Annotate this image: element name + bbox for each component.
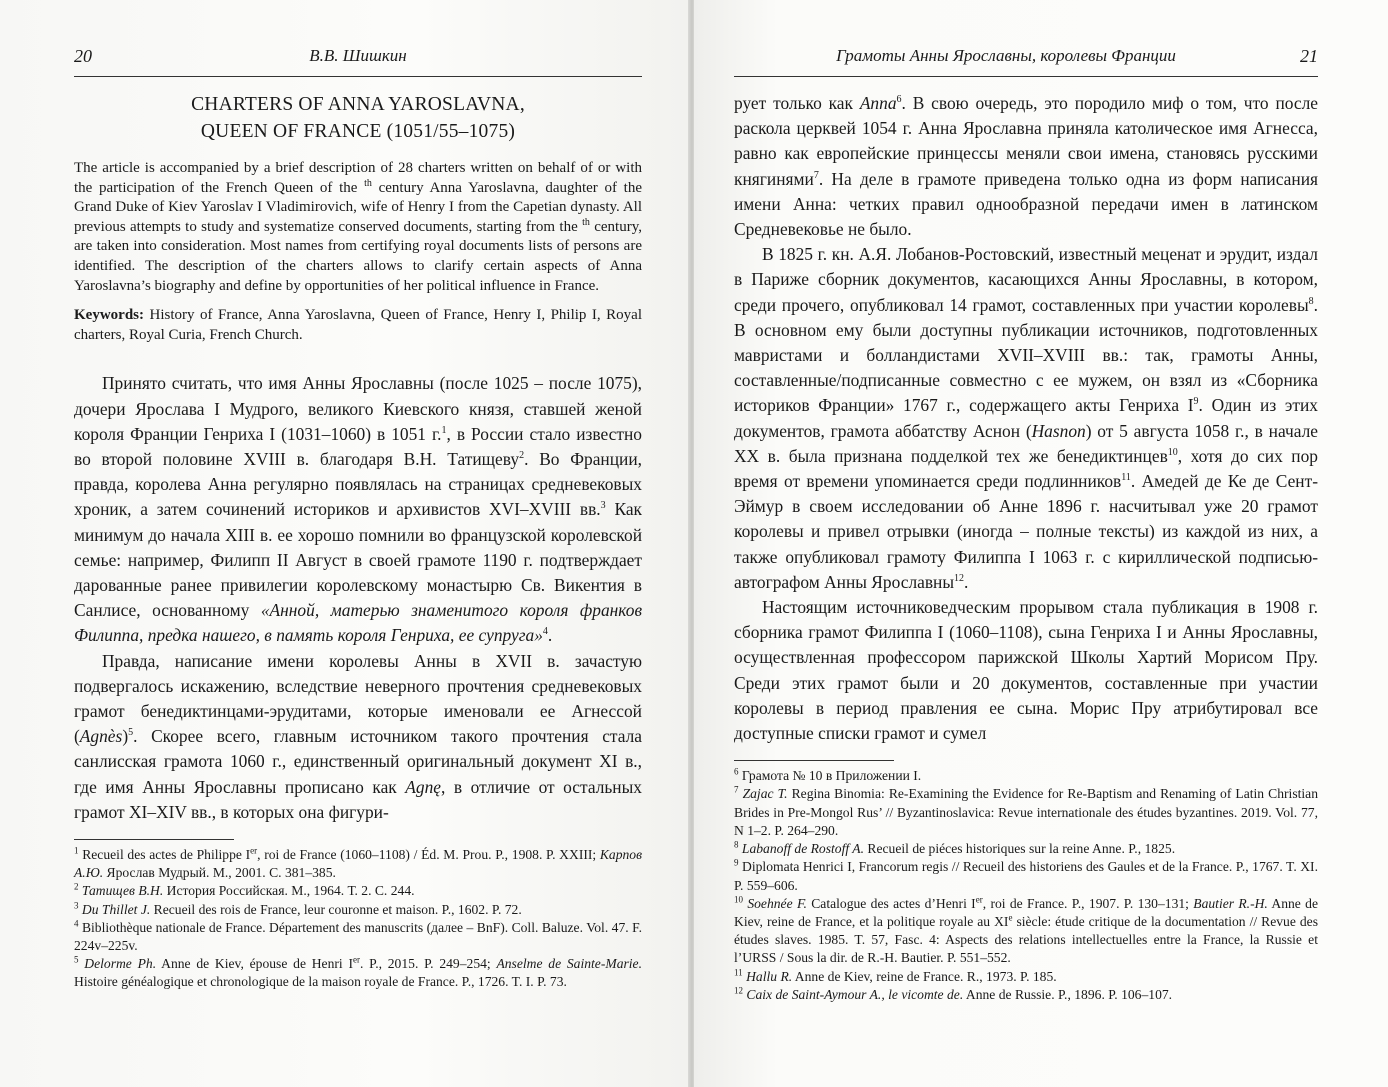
footnote-3: $^3$ Du Thillet J. Recueil des rois de France, leur couronne et maison. P., 1602. P. 72. <box>74 900 522 917</box>
footnote-1: $^1$ Recueil des actes de Philippe Ier, roi de France (1060–1108) / Éd. M. Prou. P., 1908. P. XXIII; Карпов А.Ю. Ярослав Мудрый. М., 2001. С. 381–385. <box>74 845 642 881</box>
abstract-sup-17: th <box>582 216 590 228</box>
keywords-text: History of France, Anna Yaroslavna, Queen of France, Henry I, Philip I, Royal charters, Royal Curia, French Church. <box>74 307 642 343</box>
left-body-text <box>74 371 642 825</box>
footnote-9: $^9$ Diplomata Henrici I, Francorum regis // Recueil des historiens des Gaules et de la France. P., 1767. T. XI. P. 559–606. <box>734 857 1318 893</box>
left-page-number: 20 <box>74 46 92 66</box>
footnote-11: $^{11}$ Hallu R. Anne de Kiev, reine de France. R., 1973. P. 185. <box>734 966 1057 984</box>
footnote-12: $^{12}$ Caix de Saint-Aymour A., le vicomte de. Anne de Russie. P., 1896. P. 106–107. <box>734 985 1173 1002</box>
footnote-6: $^6$ Грамота № 10 в Приложении I. <box>734 766 922 784</box>
article-title-line-1: CHARTERS OF ANNA YAROSLAVNA, <box>191 94 525 115</box>
footnote-8: $^8$ Labanoff de Rostoff A. Recueil de piéces historiques sur la reine Anne. P., 1825. <box>734 839 1176 857</box>
right-footnote-rule <box>734 760 894 761</box>
left-footnote-rule <box>74 839 234 840</box>
abstract-sup-11: th <box>364 177 372 189</box>
footnote-2: $^2$ Татищев В.Н. История Российская. М., 1964. Т. 2. С. 244. <box>74 881 415 899</box>
right-running-head-title: Грамоты Анны Ярославны, королевы Франции <box>836 46 1176 65</box>
keywords-label: Keywords: <box>74 307 144 324</box>
left-paragraph-2: Правда, написание имени королевы Анны в XVII в. зачастую подвергалось искажению, вследствие неверного прочтения средневековых грамот бенедиктинцами-эрудитами, которые именовали ее Агнессой (Agnès)$^5$. Скорее всего, главным источником такого прочтения стала санлисская грамота 1060 г., единственный оригинальный документ XI в., где имя Анны Ярославны прописано как Agnę, в отличие от остальных грамот XI–XIV вв., в которых она фигури- <box>74 650 642 822</box>
article-title-line-2: QUEEN OF FRANCE (1051/55–1075) <box>200 121 516 142</box>
footnote-7: $^7$ Zajac T. Regina Binomia: Re-Examining the Evidence for Re-Baptism and Renaming of Latin Christian Brides in Pre-Mongol Rus’ // Byzantinoslavica: Revue internationale des études byzantines. 2019. Vol. 77, N 1–2. P. 264–290. <box>734 784 1318 838</box>
right-running-head <box>734 46 1318 77</box>
right-body-text <box>734 91 1318 746</box>
left-page <box>0 0 690 1087</box>
keywords <box>74 306 642 345</box>
right-page <box>694 0 1388 1087</box>
right-paragraph-2: Настоящим источниковедческим прорывом стала публикация в 1908 г. сборника грамот Филиппа I (1060–1108), сына Генриха I и Анны Ярославны, осуществленная профессором парижской Школы Хартий Морисом Пру. Среди этих грамот были и 20 документов, составленные при участии королевы в период правления ее сына. Морис Пру атрибутировал все доступные списки грамот и сумел <box>734 597 1318 744</box>
left-footnotes <box>74 846 642 992</box>
footnote-4: $^4$ Bibliothèque nationale de France. Département des manuscrits (далее – BnF). Coll. Baluze. Vol. 47. F. 224v–225v. <box>74 918 642 954</box>
abstract: The article is accompanied by a brief description of 28 charters written on behalf of or with the participation of the French Queen of the $^{th}$ century Anna Yaroslavna, daughter of the Grand Duke of Kiev Yaroslav I Vladimirovich, wife of Henry I from the Capetian dynasty. All previous attempts to study and systematize conserved documents, starting from the $^{th}$ century, are taken into consideration. Most names from certifying royal documents lists of persons are identified. The description of the charters allows to clarify certain aspects of Anna Yaroslavna’s biography and define by opportunities of her political influence in France. <box>74 160 643 294</box>
footnote-5: $^5$ Delorme Ph. Anne de Kiev, épouse de Henri Ier. P., 2015. P. 249–254; Anselme de Sainte-Marie. Histoire généalogique et chronologique de la maison royale de France. P., 1726. T. I. P. 73. <box>74 954 642 990</box>
left-running-head <box>74 46 642 77</box>
right-page-number: 21 <box>1300 46 1318 66</box>
article-title <box>74 91 642 145</box>
right-paragraph-1: В 1825 г. кн. А.Я. Лобанов-Ростовский, известный меценат и эрудит, издал в Париже сборник документов, касающихся Анны Ярославны, в котором, среди прочего, опубликовал 14 грамот, составленных при участии королевы$^8$. В основном ему были доступны публикации источников, подготовленных мавристами и болландистами XVII–XVIII вв.: так, грамоты Анны, составленные/подписанные совместно с ее мужем, он взял из «Сборника историков Франции» 1767 г., содержащего акты Генриха $I^9$. Один из этих документов, грамота аббатству Аснон (Hasnon) от 5 августа 1058 г., в начале XX в. была признана подделкой тех же бенедиктинцев$^{10}$, хотя до сих пор время от времени упоминается среди подлинников$^{11}$. Амедей де Ке де Сент-Эймур в своем исследовании об Анне 1896 г. насчитывал уже 20 грамот королевы и привел отрывки (иногда – полные тексты) из каждой из них, а также опубликовал грамоту Филиппа I 1063 г. с кириллической подписью-автографом Анны Ярославны$^{12}$. <box>734 244 1318 592</box>
left-paragraph-1: Принято считать, что имя Анны Ярославны (после 1025 – после 1075), дочери Ярослава I Мудрого, великого Киевского князя, ставшей женой короля Франции Генриха I (1031–1060) в 1051 г.$^1$, в России стало известно во второй половине XVIII в. благодаря В.Н. Татищеву$^2$. Во Франции, правда, королева Анна регулярно появлялась на страницах средневековых хроник, а затем сочинений историков и архивистов XVI–XVIII вв.$^3$ Как минимум до начала XIII в. ее хорошо помнили во французской королевской семье: например, Филипп II Август в своей грамоте 1190 г. подтверждает дарованные ранее привилегии королевскому монастырю Св. Викентия в Санлисе, основанному «Анной, матерью знаменитого короля франков Филиппа, предка нашего, в память короля Генриха, ее супруга»$^4$. <box>74 373 643 646</box>
right-footnotes <box>734 767 1318 1004</box>
footnote-10: $^{10}$ Soehnée F. Catalogue des actes d’Henri Ier, roi de France. P., 1907. P. 130–131; Bautier R.-H. Anne de Kiev, reine de France, et la politique royale au XIe siècle: étude critique de la documentation // Revue des études slaves. 1985. T. 57, Fasc. 4: Aspects des relations intellectuelles entre la France, la Russie et l’URSS / Sous la dir. de R.-H. Bautier. P. 551–552. <box>734 894 1318 966</box>
left-running-head-author: В.В. Шишкин <box>309 46 407 65</box>
right-paragraph-0: рует только как Anna$^6$. В свою очередь, это породило миф о том, что после раскола церквей 1054 г. Анна Ярославна приняла католическое имя Агнесса, равно как европейские принцессы меняли свои имена, становясь русскими княгинями$^7$. На деле в грамоте приведена только одна из форм написания имени Анна: четких правил однообразной передачи имен в латинском Средневековье не было. <box>734 93 1318 240</box>
